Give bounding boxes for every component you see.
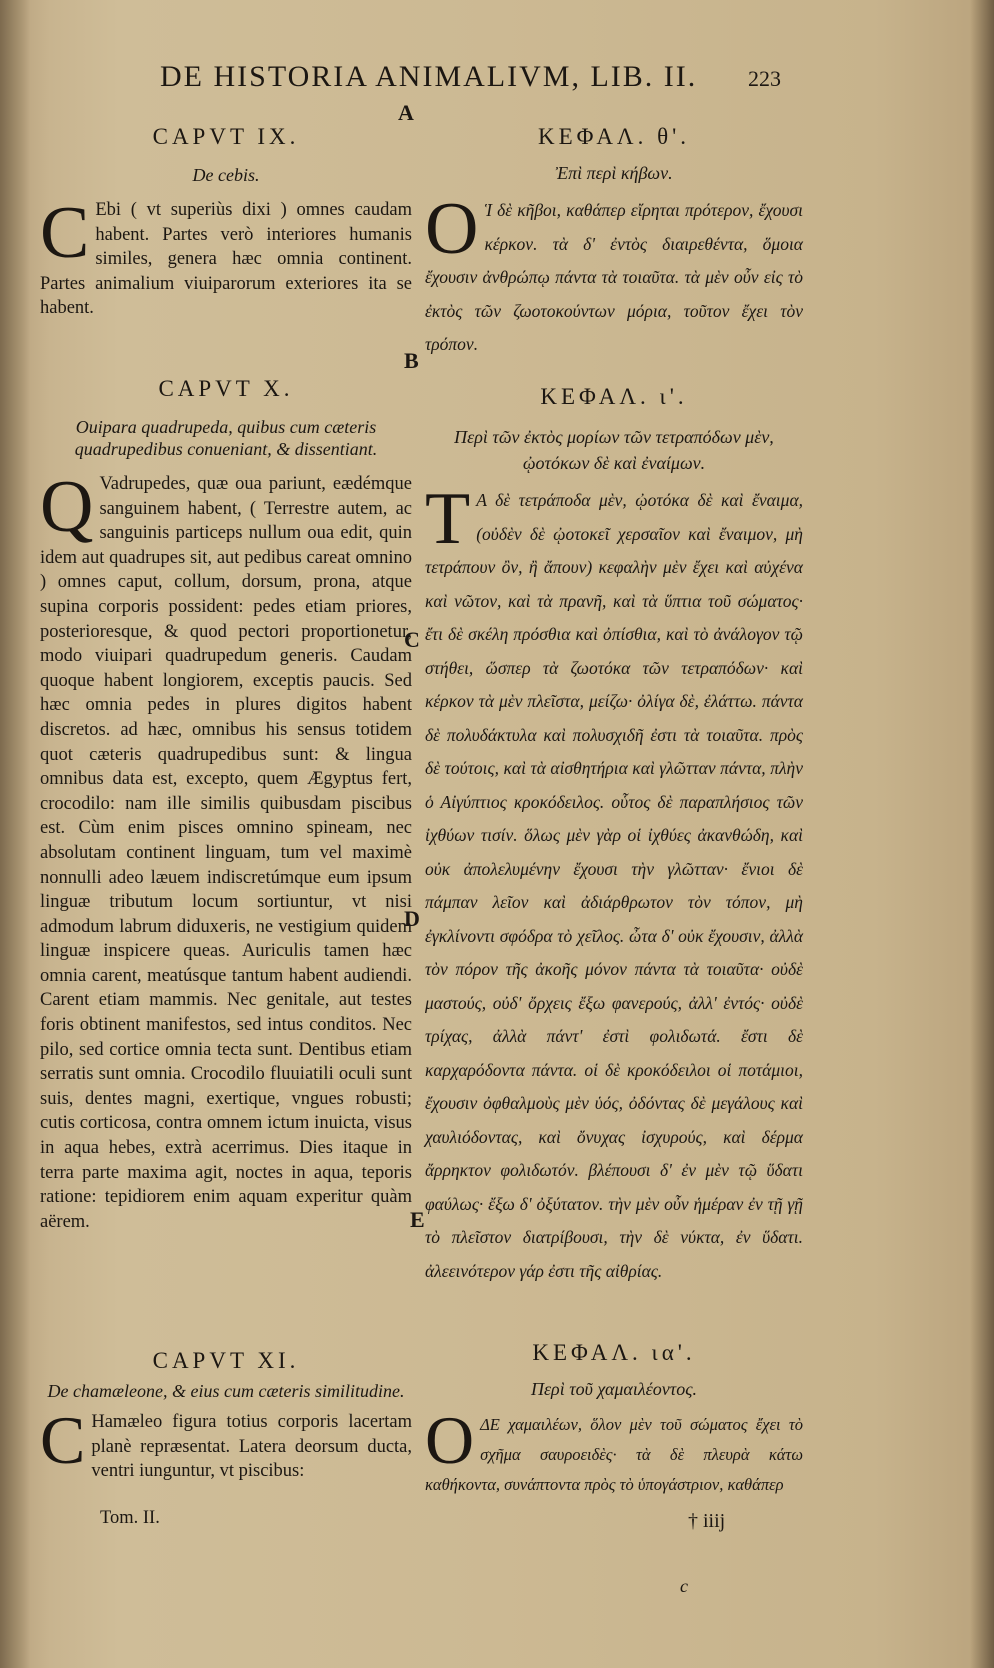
chapter-body: Α δὲ τετράποδα μὲν, ᾠοτόκα δὲ καὶ ἔναιμα, (οὐδὲν δὲ ᾠοτοκεῖ χερσαῖον καὶ ἔναιμον, μὴ τετράπουν ὂν, ἢ ἄπουν) κεφαλὴν μὲν ἔχει καὶ αὐχένα καὶ νῶτον, καὶ τὰ πρανῆ, καὶ τὰ ὕπτια τοῦ σώματος· ἔτι δὲ σκέλη πρόσθια καὶ ὀπίσθια, καὶ τὸ ἀνάλογον τῷ στήθει, ὥσπερ τὰ ζωοτόκα τῶν τετραπόδων· καὶ κέρκον τὰ μὲν πλεῖστα, μείζω· ὀλίγα δὲ, ἐλάττω. πάντα δὲ πολυδάκτυλα καὶ πολυσχιδῆ ἐστι τὰ τοιαῦτα. πρὸς δὲ τούτοις, καὶ τὰ αἰσθητήρια καὶ γλῶτταν πάντα, πλὴν ὁ Αἰγύπτιος κροκόδειλος. οὗτος δὲ παραπλήσιος τῶν ἰχθύων τισίν. ὅλως μὲν γὰρ οἱ ἰχθύες ἀκανθώδη, καὶ οὐκ ἀπολελυμένην ἔχουσι τὴν γλῶτταν· ἔνιοι δὲ πάμπαν λεῖον καὶ ἀδιάρθρωτον τὸν τόπον, μὴ ἐγκλίνοντι σφόδρα τὸ χεῖλος. ὦτα δ' οὐκ ἔχουσιν, ἀλλὰ τὸν πόρον τῆς ἀκοῆς μόνον πάντα τὰ τοιαῦτα· οὐδὲ μαστούς, οὐδ' ὄρχεις ἔξω φανερούς, ἀλλ' ἐντός· οὐδὲ τρίχας, ἀλλὰ πάντ' ἐστὶ φολιδωτά. ἔστι δὲ καρχαρόδοντα πάντα. οἱ δὲ κροκόδειλοι οἱ ποτάμιοι, ἔχουσιν ὀφθαλμοὺς μὲν ὑός, ὀδόντας δὲ μεγάλους καὶ χαυλιόδοντας, καὶ ὄνυχας ἰσχυρούς, καὶ δέρμα ἄρρηκτον φολιδωτόν. βλέπουσι δ' ἐν μὲν τῷ ὕδατι φαύλως· ἔξω δ' ὀξύτατον. τὴν μὲν οὖν ἡμέραν ἐν τῇ γῇ τὸ πλεῖστον διατρίβουσι, τὴν δὲ νύκτα, ἐν ὕδατι. ἀλεεινότερον γάρ ἐστι τῆς αἰθρίας. — [425, 490, 803, 1281]
chapter-heading: CAPVT XI. — [152, 1348, 300, 1373]
chapter-heading: ΚΕΦΑΛ. ι'. — [540, 384, 688, 409]
margin-letter-d: D — [404, 906, 420, 931]
signature-mark: † iiij — [688, 1510, 726, 1532]
drop-capital: Q — [40, 466, 94, 548]
chapter-text — [40, 192, 412, 321]
greek-chapter-11 — [425, 1340, 803, 1500]
page-number: 223 — [748, 66, 781, 91]
greek-chapter-9 — [425, 124, 803, 362]
drop-capital: Ο — [425, 1402, 475, 1478]
greek-chapter-10 — [425, 384, 803, 1288]
chapter-subtitle: Ἐπὶ περὶ κήβων. — [555, 163, 673, 183]
chapter-body: Ἱ δὲ κῆβοι, καθάπερ εἴρηται πρότερον, ἔχουσι κέρκον. τὰ δ' ἐντὸς διαιρεθέντα, ὅμοια ἔχουσιν ἀνθρώπῳ πάντα τὰ τοιαῦτα. τὰ μὲν οὖν εἰς τὸ ἐκτὸς τῶν ζωοτοκούντων μόρια, τοῦτον ἔχει τὸν τρόπον. — [425, 200, 803, 354]
chapter-body: Vadrupedes, quæ oua pariunt, eædémque sanguinem habent, ( Terrestre autem, ac sanguinis particeps nullum oua edit, quin idem aut quadrupes sit, aut pedibus careat omnino ) omnes caput, collum, dorsum, prona, atque supina corporis possident: pedes etiam priores, posterioresque, & quod pectori proportionetur, modo viuipari quadrupedum generis. Caudam quoque habent longiorem, exceptis paucis. Sed hæc omnia pedes in plures digitos habent discretos. ad hæc, omnibus his sensus totidem quot cæteris quadrupedibus sunt: & lingua omnibus data est, excepto, quem Ægyptus fert, crocodilo: nam ille similis quibusdam piscibus est. Cùm enim pisces omnino spineam, nec absolutam continent linguam, tum vel maximè nonnulli adeo læuem indiscretúmque eum ipsum linguæ tributum locum sortiuntur, vt nisi admodum labrum diduxeris, ne vestigium quidem linguæ inspicere queas. Auriculis tamen hæc omnia carent, meatúsque tantum habent audiendi. Carent etiam mammis. Nec genitale, aut testes foris obtinent manifestos, sed intus conditos. Nec pilo, sed cortice omnia tecta sunt. Dentibus etiam serratis sunt omnia. Crocodilo fluuiatili oculi sunt suis, dentes magni, exertique, vngues robusti; cutis corticosa, contra omnem ictum inuicta, visus in aqua hebes, extrà acerrimus. Dies itaque in terra parte maxima agit, noctes in aqua, teporis ratione: tepidiorem enim aquam experitur quàm aërem. — [40, 474, 412, 1232]
chapter-subtitle: Περὶ τοῦ χαμαιλέοντος. — [530, 1379, 698, 1399]
chapter-body: Hamæleo figura totius corporis lacertam planè repræsentat. Latera deorsum ducta, ventri iunguntur, vt piscibus: — [91, 1412, 412, 1482]
page-gutter-shadow — [0, 0, 30, 1668]
chapter-heading: ΚΕΦΑΛ. ια'. — [532, 1340, 696, 1365]
margin-letter-b: B — [404, 348, 419, 373]
stray-mark: c — [680, 1576, 688, 1596]
running-head: DE HISTORIA ANIMALIVM, LIB. II. — [160, 60, 698, 93]
drop-capital: Τ — [425, 478, 471, 560]
chapter-body: ΔΕ χαμαιλέων, ὅλον μὲν τοῦ σώματος ἔχει τὸ σχῆμα σαυροειδὲς· τὰ δὲ πλευρὰ κάτω καθήκοντα, συνάπτοντα πρὸς τὸ ὑπογάστριον, καθάπερ — [425, 1415, 803, 1494]
chapter-text — [40, 1402, 412, 1484]
chapter-heading: CAPVT X. — [158, 376, 294, 401]
margin-letter-c: C — [404, 627, 420, 652]
chapter-body: Ebi ( vt superiùs dixi ) omnes caudam habent. Partes verò interiores humanis similes, genera hæc omnia continent. Partes animalium viuiparorum exteriores ita se habent. — [40, 200, 412, 319]
chapter-heading: ΚΕΦΑΛ. θ'. — [537, 124, 691, 149]
latin-chapter-11 — [40, 1348, 412, 1484]
margin-letter-a: A — [398, 100, 414, 125]
chapter-heading: CAPVT IX. — [152, 124, 300, 149]
drop-capital: C — [40, 1402, 86, 1478]
chapter-subtitle: Περὶ τῶν ἐκτὸς μορίων τῶν τετραπόδων μὲν, ᾠοτόκων δὲ καὶ ἐναίμων. — [454, 427, 774, 473]
chapter-subtitle: Ouipara quadrupeda, quibus cum cæteris quadrupedibus conueniant, & dissentiant. — [74, 417, 378, 459]
margin-letter-e: E — [410, 1207, 425, 1232]
chapter-text — [425, 478, 803, 1288]
chapter-text — [425, 188, 803, 362]
chapter-subtitle: De cebis. — [192, 165, 260, 185]
drop-capital: C — [40, 192, 90, 274]
chapter-subtitle: De chamæleone, & eius cum cæteris similitudine. — [47, 1381, 405, 1401]
chapter-text — [425, 1402, 803, 1500]
volume-footer: Tom. II. — [100, 1508, 160, 1528]
page-edge-shadow — [970, 0, 994, 1668]
latin-chapter-10 — [40, 376, 412, 1234]
chapter-text — [40, 466, 412, 1234]
latin-chapter-9 — [40, 124, 412, 321]
drop-capital: Ο — [425, 188, 479, 270]
